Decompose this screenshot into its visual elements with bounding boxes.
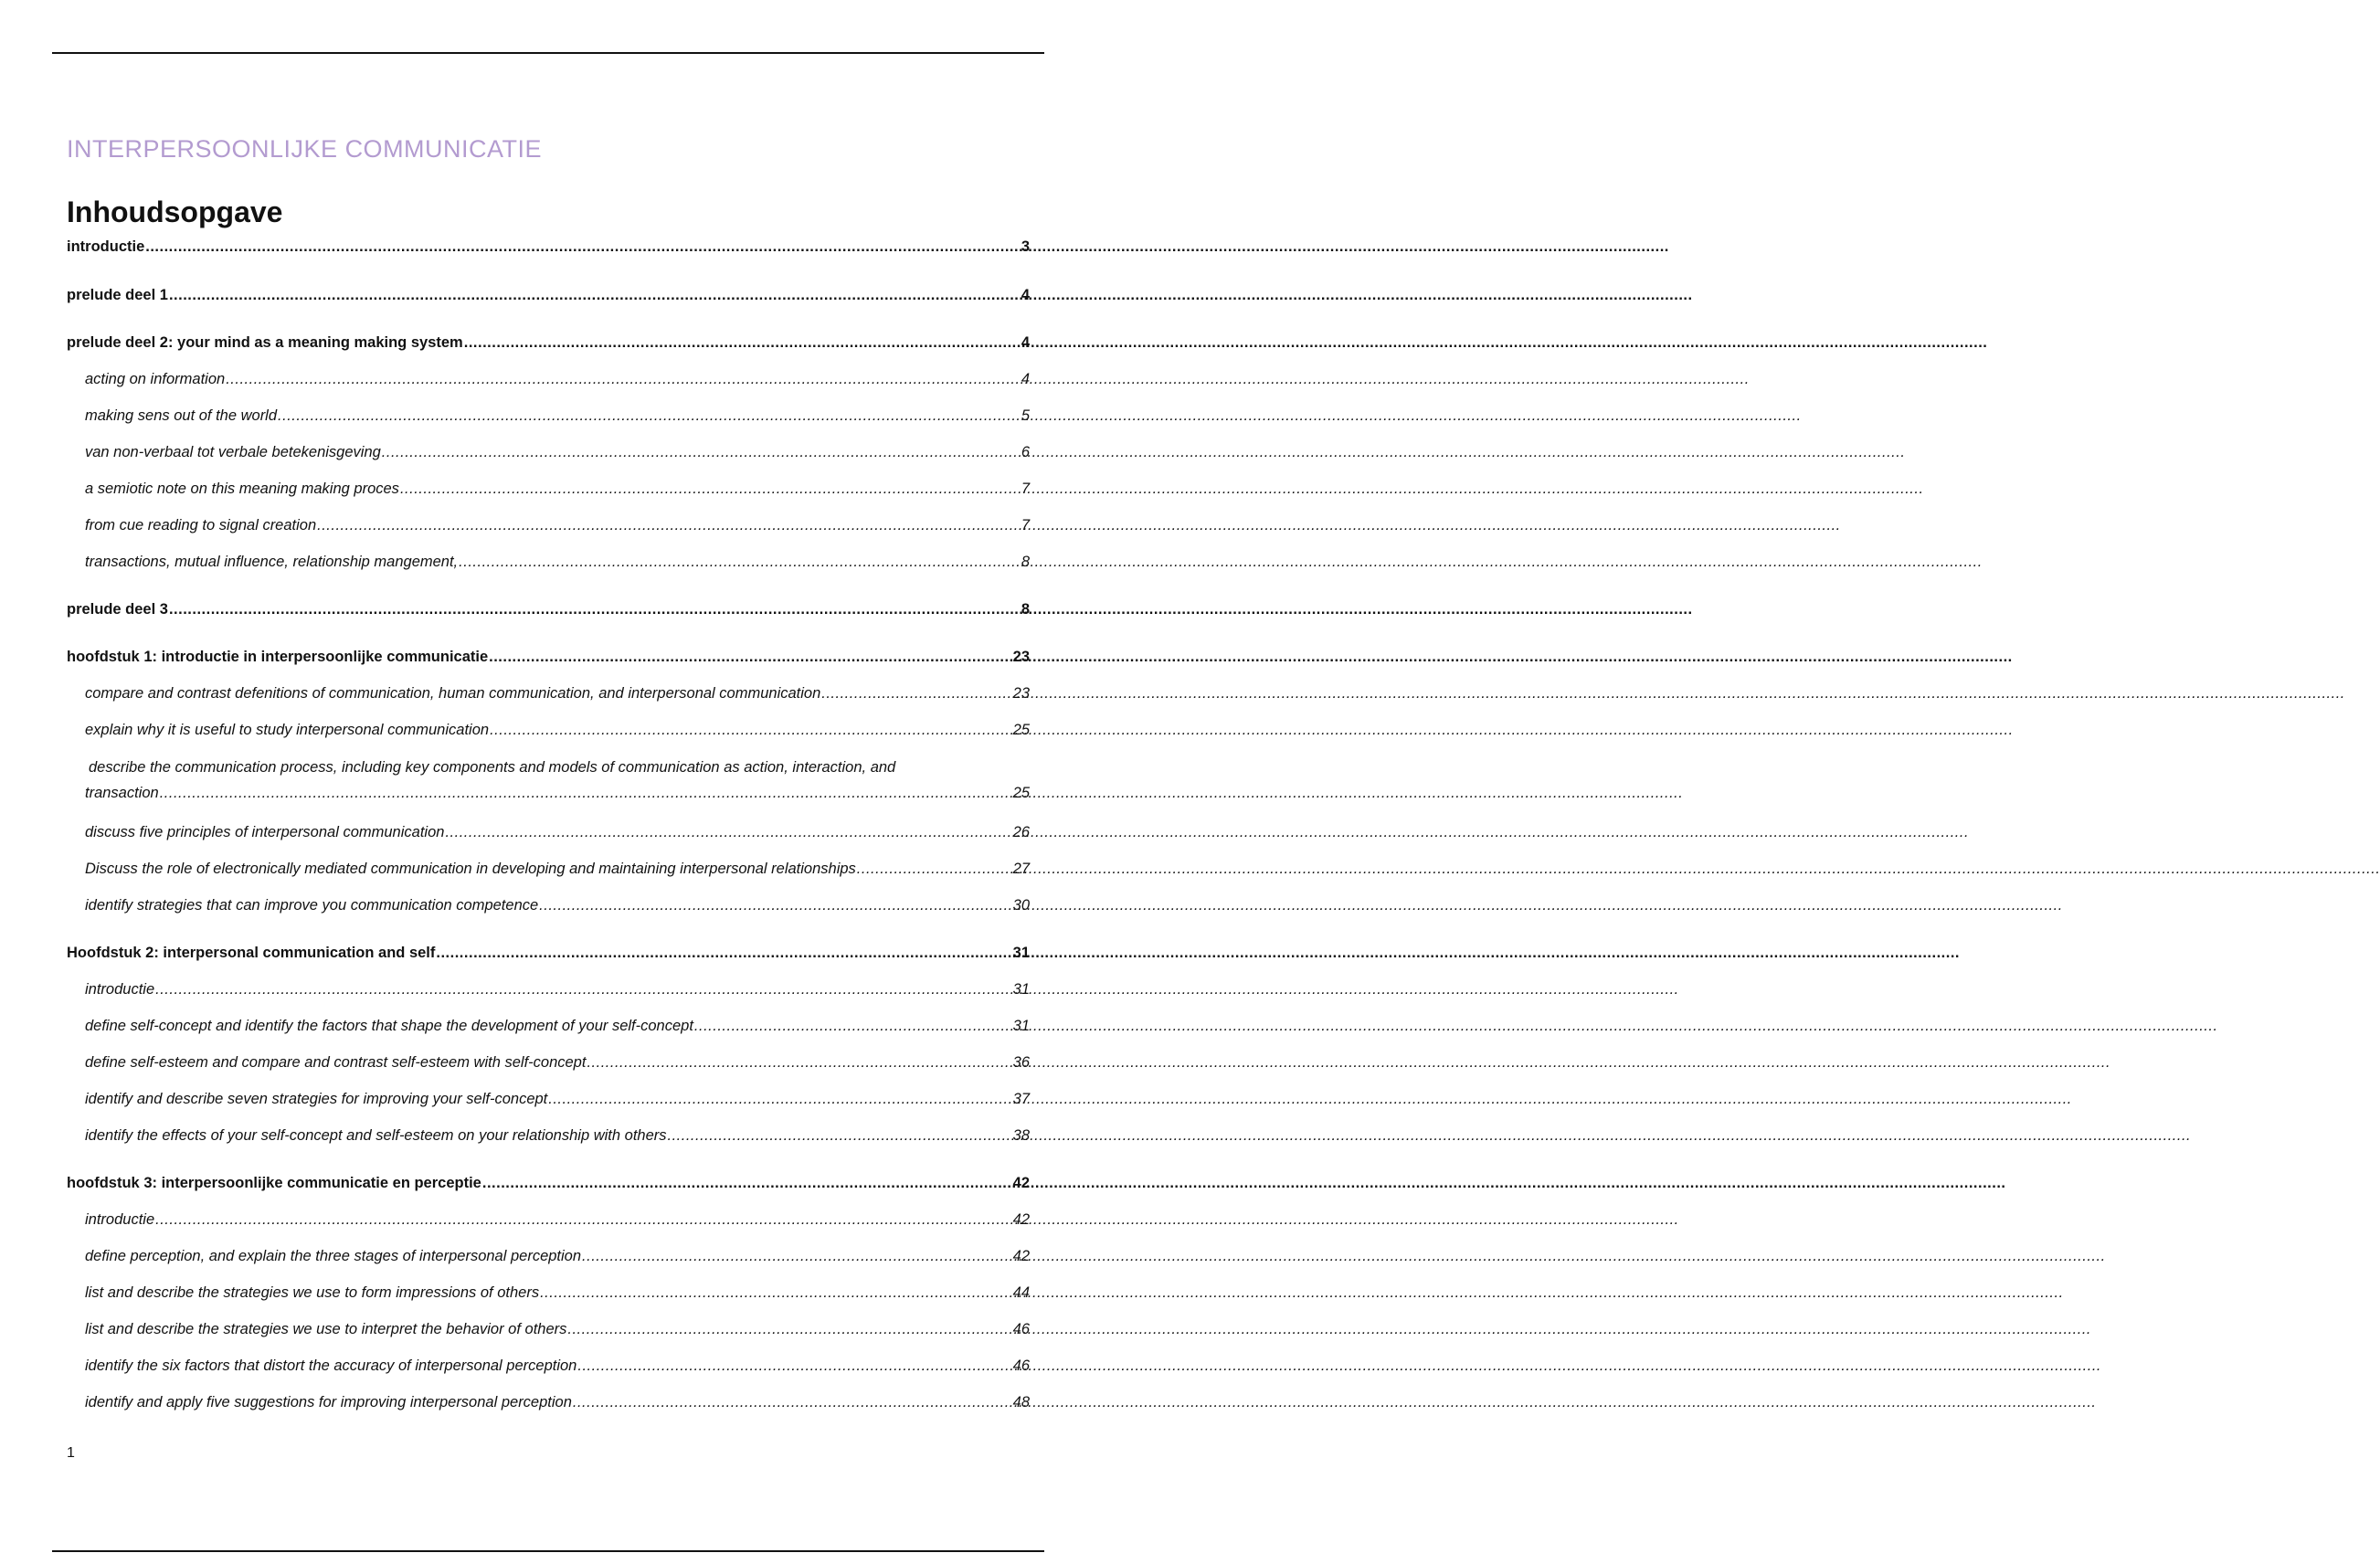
header-rule (52, 52, 1044, 54)
toc-entry[interactable] (67, 721, 1030, 741)
dot-leader (436, 944, 1011, 962)
toc-entry[interactable] (67, 1210, 1030, 1231)
toc-entry-page: 42 (1012, 1211, 1030, 1228)
toc-entry-text: introductie (85, 981, 155, 998)
toc-entry-text: list and describe the strategies we use to interpret the behavior of others (85, 1321, 567, 1337)
toc-entry-text: hoofdstuk 3: interpersoonlijke communicatie en perceptie (67, 1175, 481, 1191)
toc-entry[interactable] (67, 1247, 1030, 1267)
dot-leader (155, 980, 1012, 998)
toc-entry-text: identify the effects of your self-concept and self-esteem on your relationship with others (85, 1127, 667, 1144)
toc-entry-page: 23 (1012, 649, 1030, 665)
toc-entry[interactable] (67, 480, 1030, 500)
toc-entry-page: 4 (1021, 371, 1030, 387)
toc-entry-text: list and describe the strategies we use to form impressions of others (85, 1284, 540, 1301)
dot-leader (587, 1053, 1011, 1072)
toc-entry-page: 6 (1021, 444, 1030, 460)
dot-leader (540, 1284, 1012, 1302)
toc-entry[interactable] (67, 600, 1030, 620)
dot-leader (490, 721, 1012, 739)
toc-entry[interactable] (67, 1017, 1030, 1037)
dot-leader (821, 684, 1011, 703)
toc-entry-text: identify and apply five suggestions for improving interpersonal perception (85, 1394, 572, 1410)
dot-leader (382, 443, 1021, 461)
toc-entry-text: acting on information (85, 371, 226, 387)
toc-entry-page: 42 (1012, 1248, 1030, 1264)
toc-entry[interactable] (67, 1357, 1030, 1377)
toc-entry[interactable] (67, 1053, 1030, 1073)
toc-entry-page: 48 (1012, 1394, 1030, 1410)
toc-entry[interactable] (67, 238, 1030, 258)
toc-entry-text: define self-concept and identify the factors that shape the development of your self-concept (85, 1018, 693, 1034)
toc-entry-text: discuss five principles of interpersonal communication (85, 824, 445, 840)
toc-entry[interactable] (67, 443, 1030, 463)
toc-entry-text: prelude deel 1 (67, 287, 168, 303)
toc-entry[interactable] (67, 823, 1030, 843)
dot-leader (582, 1247, 1012, 1265)
dot-leader (668, 1126, 1012, 1145)
toc-entry-text: introductie (85, 1211, 155, 1228)
dot-leader (567, 1320, 1011, 1338)
toc-entry-page: 42 (1012, 1175, 1030, 1191)
toc-entry-page: 36 (1012, 1054, 1030, 1071)
dot-leader (226, 370, 1021, 388)
toc-entry-text: introductie (67, 238, 145, 255)
toc-entry-page: 4 (1021, 334, 1030, 351)
dot-leader (278, 407, 1021, 425)
toc-entry-text: van non-verbaal tot verbale betekenisgeving (85, 444, 381, 460)
toc-entry-text: Hoofdstuk 2: interpersonal communication and self (67, 945, 436, 961)
toc-entry-text: Discuss the role of electronically mediated communication in developing and maintaining interpersonal relationships (85, 861, 856, 877)
dot-leader (464, 333, 1021, 352)
toc-entry-page: 27 (1012, 861, 1030, 877)
dot-leader (160, 783, 1012, 803)
toc-entry-page: 30 (1012, 897, 1030, 914)
toc-entry-page: 26 (1012, 824, 1030, 840)
toc-entry-text: making sens out of the world (85, 407, 278, 424)
dot-leader (694, 1017, 1012, 1035)
toc-entry[interactable] (67, 1284, 1030, 1304)
toc-entry-page: 31 (1012, 945, 1030, 961)
toc-entry[interactable] (67, 944, 1030, 964)
toc-entry[interactable] (67, 1174, 1030, 1194)
toc-entry-page: 7 (1021, 517, 1030, 534)
toc-entry-text: from cue reading to signal creation (85, 517, 317, 534)
dot-leader (577, 1357, 1011, 1375)
toc-entry-text: prelude deel 2: your mind as a meaning making system (67, 334, 463, 351)
dot-leader (459, 553, 1021, 571)
dot-leader (539, 896, 1011, 914)
dot-leader (317, 516, 1021, 534)
toc-entry-page: 46 (1012, 1358, 1030, 1374)
toc-heading: Inhoudsopgave (67, 195, 283, 228)
toc-entry-page: 31 (1012, 981, 1030, 998)
toc-entry-text: define self-esteem and compare and contrast self-esteem with self-concept (85, 1054, 587, 1071)
dot-leader (145, 238, 1021, 256)
toc-entry-page: 44 (1012, 1284, 1030, 1301)
toc-entry-text: describe the communication process, including key components and models of communication as action, interaction, and (89, 759, 896, 776)
toc-entry[interactable] (67, 757, 1030, 801)
toc-entry[interactable] (67, 860, 1030, 880)
toc-entry-page: 31 (1012, 1018, 1030, 1034)
dot-leader (857, 860, 1012, 878)
toc-entry[interactable] (67, 370, 1030, 390)
dot-leader (169, 286, 1021, 304)
toc-entry-page: 38 (1012, 1127, 1030, 1144)
document-title: INTERPERSOONLIJKE COMMUNICATIE (67, 135, 543, 163)
toc-entry-text: identify strategies that can improve you communication competence (85, 897, 539, 914)
toc-entry[interactable] (67, 896, 1030, 916)
toc-entry[interactable] (67, 1320, 1030, 1340)
page-number: 1 (67, 1445, 75, 1461)
toc-entry-page: 25 (1012, 785, 1030, 801)
toc-entry-text-continued: transaction (85, 785, 159, 801)
toc-entry-page: 8 (1021, 601, 1030, 618)
toc-entry-text: prelude deel 3 (67, 601, 168, 618)
dot-leader (548, 1090, 1011, 1108)
toc-entry-text: compare and contrast defenitions of communication, human communication, and interpersonal communication (85, 685, 821, 702)
toc-entry-page: 23 (1012, 685, 1030, 702)
toc-entry[interactable] (67, 684, 1030, 704)
toc-entry[interactable] (67, 1090, 1030, 1110)
dot-leader (155, 1210, 1012, 1229)
toc-entry[interactable] (67, 980, 1030, 1000)
toc-entry[interactable] (67, 1126, 1030, 1146)
toc-entry-page: 3 (1021, 238, 1030, 255)
toc-entry[interactable] (67, 286, 1030, 306)
toc-entry-page: 8 (1021, 554, 1030, 570)
toc-entry[interactable] (67, 516, 1030, 536)
toc-entry[interactable] (67, 407, 1030, 427)
toc-entry[interactable] (67, 553, 1030, 573)
dot-leader (482, 1174, 1012, 1192)
toc-entry-text: explain why it is useful to study interpersonal communication (85, 722, 490, 738)
toc-entry-text: hoofdstuk 1: introductie in interpersoonlijke communicatie (67, 649, 489, 665)
dot-leader (400, 480, 1021, 498)
toc-entry[interactable] (67, 1393, 1030, 1413)
toc-entry-page: 46 (1012, 1321, 1030, 1337)
toc-entry-text: identify the six factors that distort the accuracy of interpersonal perception (85, 1358, 577, 1374)
toc-entry-text: define perception, and explain the three stages of interpersonal perception (85, 1248, 582, 1264)
toc-entry-page: 37 (1012, 1091, 1030, 1107)
toc-entry-text: a semiotic note on this meaning making proces (85, 481, 399, 497)
toc-entry-page: 7 (1021, 481, 1030, 497)
toc-entry-text: transactions, mutual influence, relationship mangement, (85, 554, 459, 570)
dot-leader (489, 648, 1012, 666)
toc-entry[interactable] (67, 333, 1030, 354)
toc-entry-page: 4 (1021, 287, 1030, 303)
footer-rule (52, 1550, 1044, 1552)
toc-entry-page: 5 (1021, 407, 1030, 424)
dot-leader (169, 600, 1021, 618)
toc-entry-page: 25 (1012, 722, 1030, 738)
dot-leader (445, 823, 1011, 841)
dot-leader (573, 1393, 1012, 1411)
toc-entry[interactable] (67, 648, 1030, 668)
toc-entry-text: identify and describe seven strategies for improving your self-concept (85, 1091, 548, 1107)
